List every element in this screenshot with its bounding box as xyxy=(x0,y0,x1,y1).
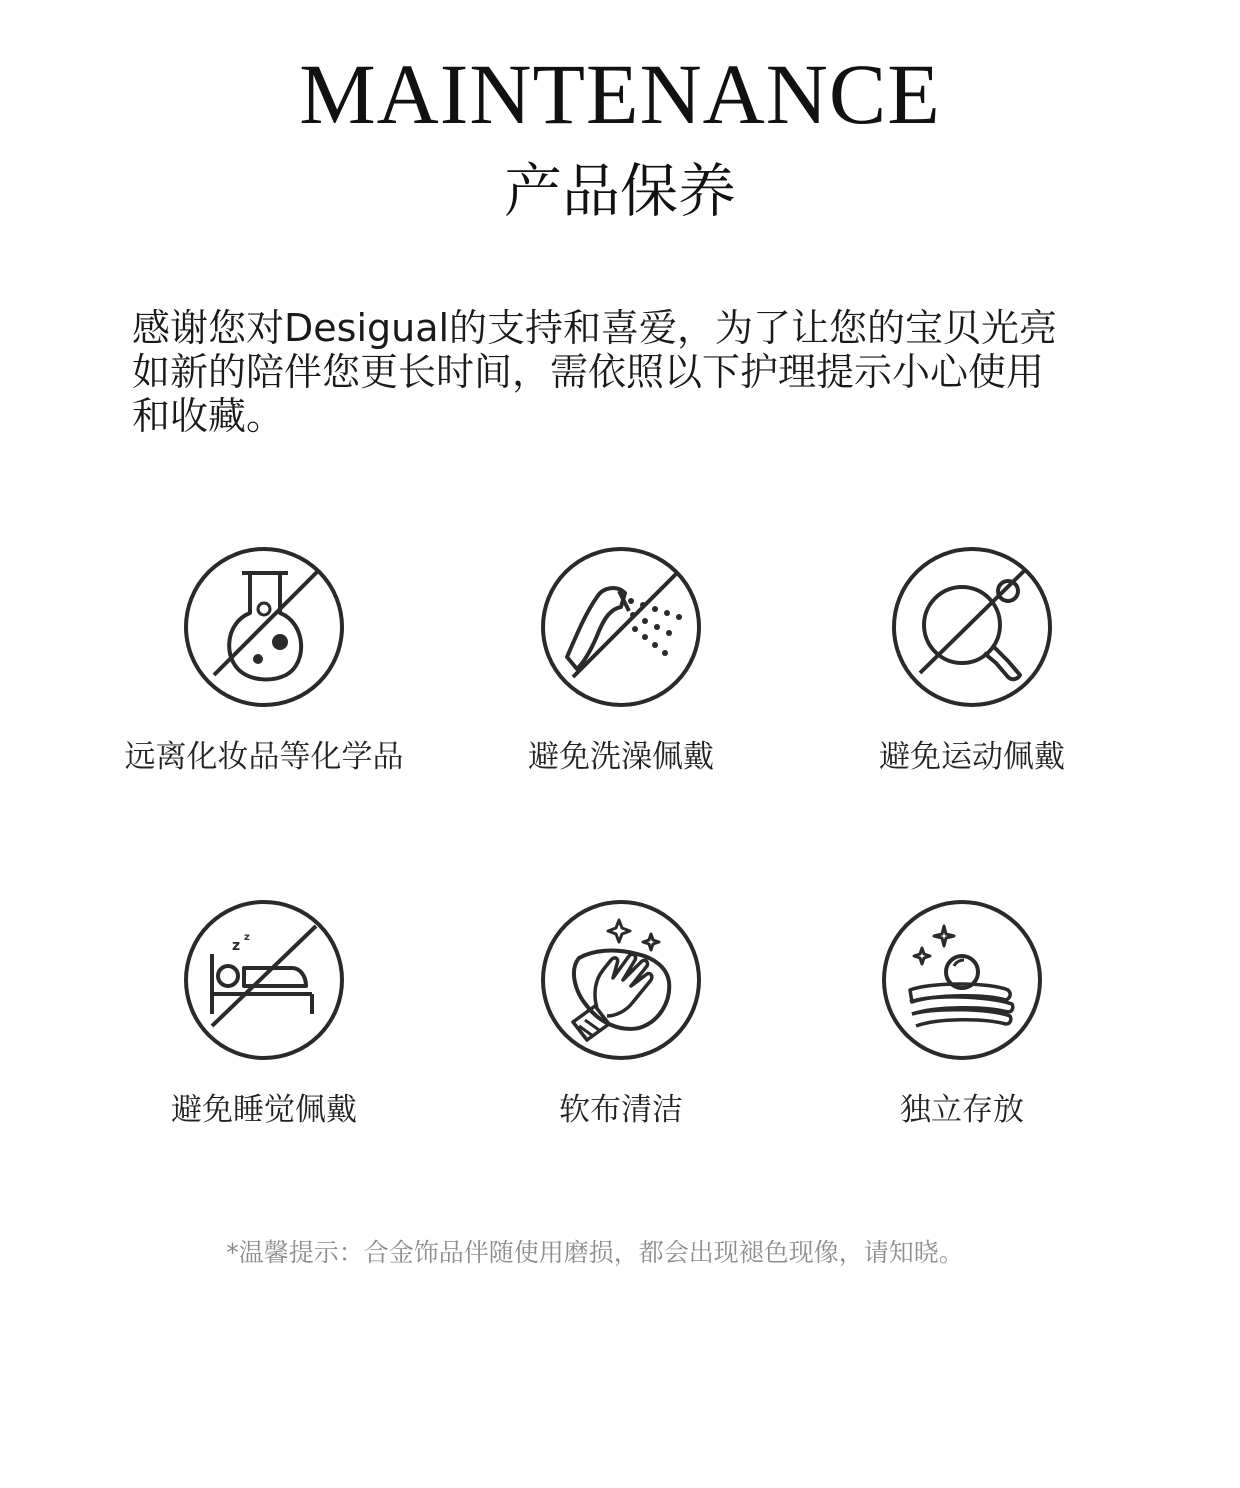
intro-paragraph: 感谢您对Desigual的支持和喜爱，为了让您的宝贝光亮如新的陪伴您更长时间，需依照以下护理提示小心使用和收藏。 xyxy=(132,306,1058,438)
page-title-cn: 产品保养 xyxy=(503,157,736,225)
tip-tile-storage xyxy=(792,898,1132,1158)
tip-label: 避免洗澡佩戴 xyxy=(528,739,714,775)
svg-text:z: z xyxy=(232,938,241,954)
tip-tile-shower xyxy=(451,545,791,805)
tip-label: 避免运动佩戴 xyxy=(879,739,1065,775)
chemical-flask-prohibited-icon xyxy=(182,545,346,709)
tip-label: 独立存放 xyxy=(900,1092,1024,1128)
shower-prohibited-icon xyxy=(539,545,703,709)
svg-text:z: z xyxy=(244,932,250,943)
tip-label: 远离化妆品等化学品 xyxy=(124,739,404,775)
care-note: *温馨提示：合金饰品伴随使用磨损，都会出现褪色现像，请知晓。 xyxy=(226,1238,964,1267)
tip-label: 避免睡觉佩戴 xyxy=(171,1092,357,1128)
stored-separately-icon xyxy=(880,898,1044,1062)
tip-label: 软布清洁 xyxy=(559,1092,683,1128)
tip-tile-sleep xyxy=(94,898,434,1158)
tip-tile-cleaning xyxy=(451,898,791,1158)
hand-cloth-cleaning-icon xyxy=(539,898,703,1062)
ping-pong-prohibited-icon xyxy=(890,545,1054,709)
tip-tile-sports xyxy=(802,545,1142,805)
tip-tile-chemicals xyxy=(94,545,434,805)
bed-sleep-prohibited-icon xyxy=(182,898,346,1062)
page-title-en: MAINTENANCE xyxy=(299,46,941,142)
